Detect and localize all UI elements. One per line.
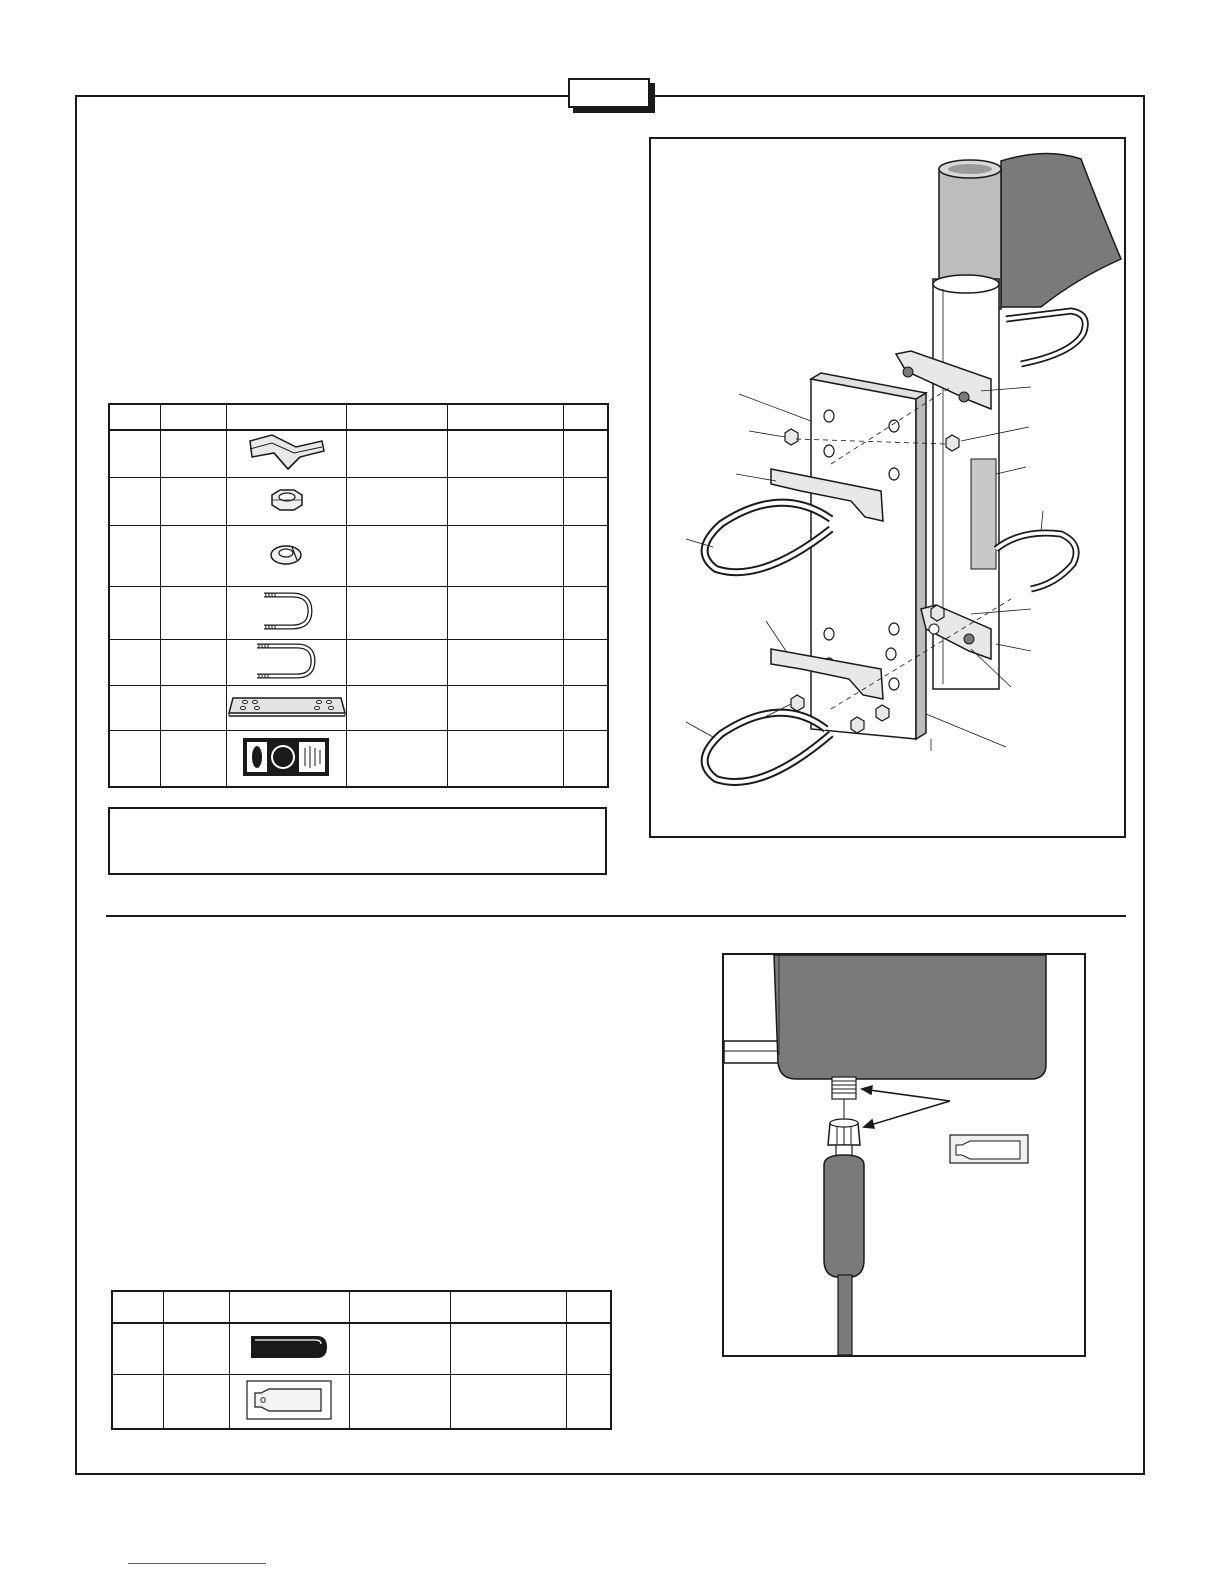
table-cell (349, 1323, 450, 1374)
table-cell (566, 1323, 611, 1374)
note-box (108, 807, 607, 875)
table-cell (346, 477, 447, 525)
part-image-cell (229, 1323, 349, 1374)
dish-reflector-shape (1001, 153, 1121, 307)
column-header (109, 404, 160, 430)
table-cell (160, 586, 226, 639)
table-cell (563, 525, 608, 586)
table-cell (447, 685, 563, 730)
column-header (346, 404, 447, 430)
part-image-cell (229, 1374, 349, 1429)
u-bolt-large-icon (256, 587, 316, 635)
page-number-tab (568, 78, 650, 108)
table-cell (346, 586, 447, 639)
table-cell (447, 477, 563, 525)
table-cell (109, 430, 160, 477)
table-cell (566, 1374, 611, 1429)
table-cell (109, 685, 160, 730)
table-cell (163, 1323, 229, 1374)
part-image-cell (226, 586, 346, 639)
table-cell (349, 1374, 450, 1429)
bracket-clamp-icon (244, 431, 328, 473)
table-cell (450, 1323, 566, 1374)
table-cell (447, 730, 563, 787)
table-cell (160, 525, 226, 586)
part-image-cell (226, 430, 346, 477)
part-image-cell (226, 685, 346, 730)
part-image-cell (226, 639, 346, 685)
table-cell (160, 730, 226, 787)
table-cell (563, 430, 608, 477)
column-header (163, 1291, 229, 1323)
table-row (109, 586, 608, 639)
table-row (109, 430, 608, 477)
table-cell (447, 430, 563, 477)
table-cell (160, 685, 226, 730)
table-cell (109, 477, 160, 525)
table-cell (346, 639, 447, 685)
table-cell (346, 730, 447, 787)
mounting-plate-icon (227, 693, 347, 719)
table-cell (563, 730, 608, 787)
table-cell (450, 1374, 566, 1429)
table-row (109, 730, 608, 787)
column-header (566, 1291, 611, 1323)
f-connector-thread (832, 1077, 856, 1099)
coax-cable (838, 1275, 852, 1355)
section-divider (106, 915, 1126, 917)
column-header (226, 404, 346, 430)
connector-boot-figure (722, 953, 1086, 1357)
mounting-parts-table (108, 403, 609, 788)
table-cell (447, 639, 563, 685)
connector-boot-diagram (724, 955, 1084, 1355)
table-row (109, 477, 608, 525)
table-cell (563, 639, 608, 685)
table-cell (163, 1374, 229, 1429)
table-row (112, 1323, 611, 1374)
weather-boot-shape (824, 1155, 864, 1277)
table-cell (109, 730, 160, 787)
table-cell (563, 477, 608, 525)
table-cell (109, 586, 160, 639)
part-image-cell (226, 525, 346, 586)
table-cell (112, 1323, 163, 1374)
table-cell (563, 685, 608, 730)
table-row (112, 1374, 611, 1429)
part-image-cell (226, 477, 346, 525)
part-image-cell (226, 730, 346, 787)
table-cell (112, 1374, 163, 1429)
cable-tag-icon (245, 1379, 333, 1421)
table-cell (447, 525, 563, 586)
table-cell (160, 477, 226, 525)
column-header (112, 1291, 163, 1323)
table-header-row (112, 1291, 611, 1323)
connector-parts-table (111, 1290, 612, 1430)
column-header (349, 1291, 450, 1323)
u-bolt-small-icon (251, 640, 321, 682)
column-header (563, 404, 608, 430)
lock-washer-icon (266, 540, 306, 568)
footer-link[interactable] (128, 1563, 266, 1564)
table-cell (346, 685, 447, 730)
hex-nut-icon (266, 487, 306, 513)
table-cell (160, 430, 226, 477)
pole-mount-exploded-diagram (651, 139, 1124, 836)
table-cell (563, 586, 608, 639)
pole-mount-figure (649, 137, 1126, 838)
column-header (229, 1291, 349, 1323)
table-cell (160, 639, 226, 685)
column-header (447, 404, 563, 430)
table-row (109, 639, 608, 685)
table-header-row (109, 404, 608, 430)
table-cell (109, 639, 160, 685)
table-cell (447, 586, 563, 639)
column-header (160, 404, 226, 430)
table-row (109, 525, 608, 586)
lnb-housing-shape (774, 955, 1046, 1079)
weather-boot-icon (247, 1332, 331, 1362)
table-cell (346, 430, 447, 477)
label-decal-icon (241, 736, 331, 778)
table-cell (109, 525, 160, 586)
column-header (450, 1291, 566, 1323)
table-cell (346, 525, 447, 586)
table-row (109, 685, 608, 730)
